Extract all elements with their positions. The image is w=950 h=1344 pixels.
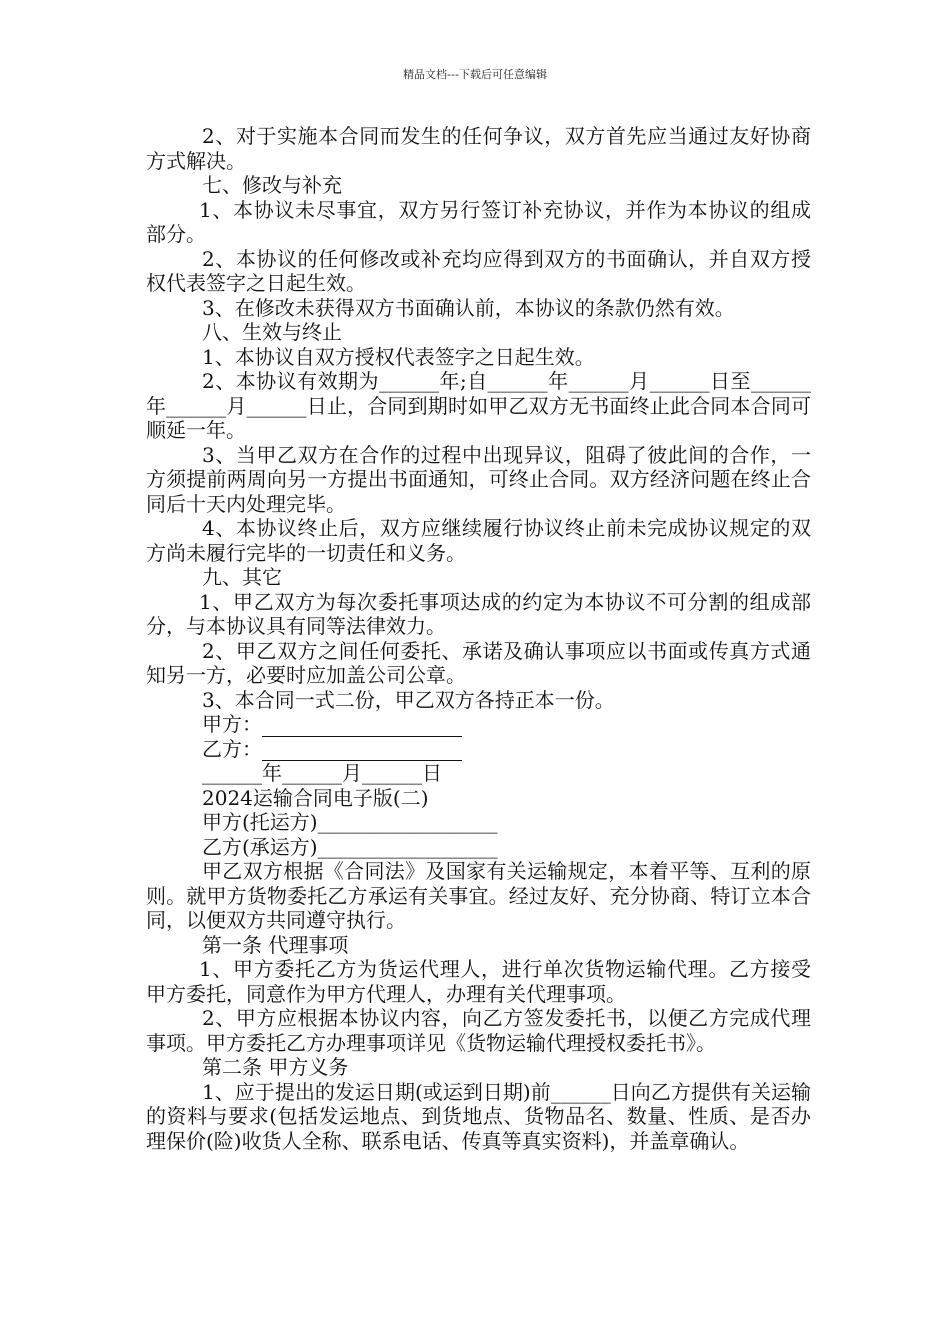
paragraph: 4、本协议终止后，双方应继续履行协议终止前未完成协议规定的双方尚未履行完毕的一切责任和义务。: [146, 516, 811, 565]
paragraph: 2、本协议有效期为______年;自______年______月______日至______年______月______日止，合同到期时如甲乙双方无书面终止此合同本合同可顺延一年。: [146, 369, 811, 442]
paragraph: 2、本协议的任何修改或补充均应得到双方的书面确认，并自双方授权代表签字之日起生效。: [146, 246, 811, 295]
page-header: 精品文档---下载后可任意编辑: [403, 68, 547, 81]
party-b-line: 乙方(承运方)__________________: [202, 834, 498, 859]
paragraph: 2、对于实施本合同而发生的任何争议，双方首先应当通过友好协商方式解决。: [146, 124, 811, 173]
document-title: 2024运输合同电子版(二): [202, 785, 429, 810]
paragraph: 1、本协议自双方授权代表签字之日起生效。: [202, 344, 595, 369]
section-heading: 第一条 代理事项: [202, 932, 349, 957]
party-a-signature-line: [146, 712, 811, 737]
party-a-signature-field: [262, 716, 462, 737]
party-b-signature-line: [146, 737, 811, 762]
party-a-line: 甲方(托运方)__________________: [202, 810, 498, 834]
paragraph: 1、本协议未尽事宜，双方另行签订补充协议，并作为本协议的组成部分。: [146, 197, 811, 246]
paragraph: 3、当甲乙双方在合作的过程中出现异议，阻碍了彼此间的合作，一方须提前两周向另一方提出书面通知，可终止合同。双方经济问题在终止合同后十天内处理完毕。: [146, 442, 811, 516]
paragraph: 1、甲乙双方为每次委托事项达成的约定为本协议不可分割的组成部分，与本协议具有同等法律效力。: [146, 589, 811, 638]
section-heading: 八、生效与终止: [202, 320, 342, 344]
party-a-label: 甲方：: [202, 712, 262, 736]
paragraph: 3、本合同一式二份，甲乙双方各持正本一份。: [202, 687, 615, 712]
paragraph: 1、甲方委托乙方为货运代理人，进行单次货物运输代理。乙方接受甲方委托，同意作为甲方代理人，办理有关代理事项。: [146, 957, 811, 1006]
document-body: [146, 124, 811, 1153]
signature-date: ______年______月______日: [202, 761, 442, 785]
paragraph: 1、应于提出的发运日期(或运到日期)前______日向乙方提供有关运输的资料与要求(包括发运地点、到货地点、货物品名、数量、性质、是否办理保价(险)收货人全称、联系电话、传真等真实资料)，并盖章确认。: [146, 1079, 811, 1153]
party-b-signature-field: [262, 740, 462, 761]
paragraph: 甲乙双方根据《合同法》及国家有关运输规定，本着平等、互利的原则。就甲方货物委托乙方承运有关事宜。经过友好、充分协商、特订立本合同，以便双方共同遵守执行。: [146, 859, 811, 932]
paragraph: 3、在修改未获得双方书面确认前，本协议的条款仍然有效。: [202, 295, 735, 320]
paragraph: 2、甲乙双方之间任何委托、承诺及确认事项应以书面或传真方式通知另一方，必要时应加盖公司公章。: [146, 638, 811, 687]
paragraph: 2、甲方应根据本协议内容，向乙方签发委托书，以便乙方完成代理事项。甲方委托乙方办理事项详见《货物运输代理授权委托书》。: [146, 1006, 811, 1055]
section-heading: 九、其它: [202, 565, 282, 589]
section-heading: 七、修改与补充: [202, 173, 342, 197]
section-heading: 第二条 甲方义务: [202, 1055, 349, 1079]
party-b-label: 乙方：: [202, 736, 262, 761]
